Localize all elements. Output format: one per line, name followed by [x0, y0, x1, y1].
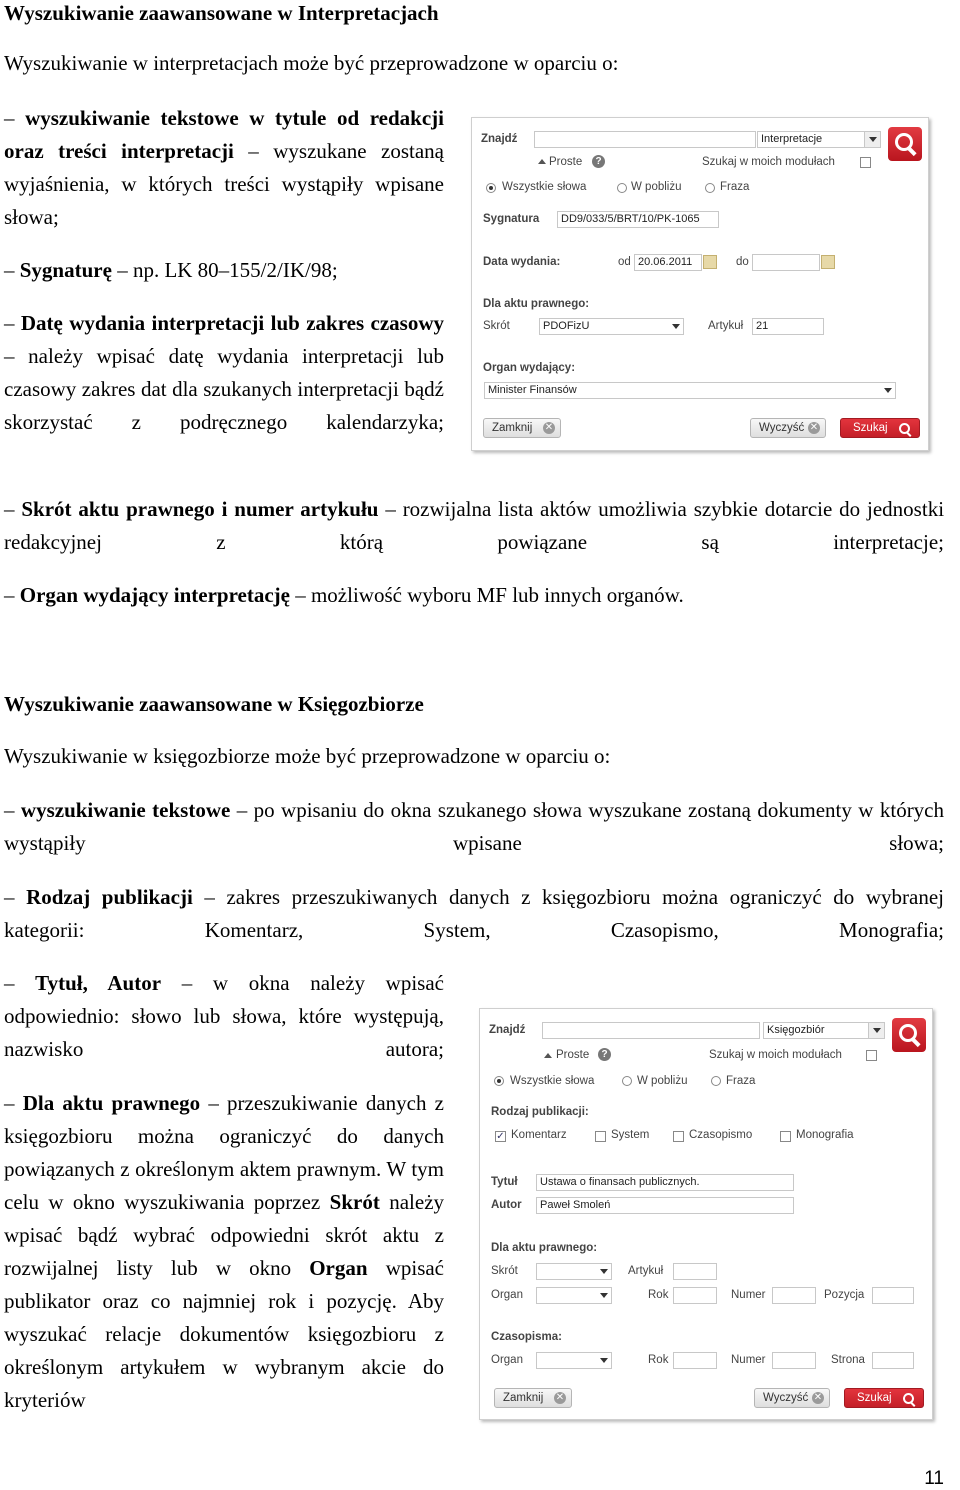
radio-phrase-label: Fraza: [720, 181, 750, 193]
checkbox-commentary[interactable]: ✓: [496, 1131, 505, 1142]
section2-title: Wyszukiwanie zaawansowane w Księgozbiorze: [4, 692, 424, 716]
journal-year-input[interactable]: [673, 1352, 717, 1369]
organ-select[interactable]: Minister Finansów: [484, 382, 896, 399]
section2-intro: Wyszukiwanie w księgozbiorze może być przeprowadzone w oparciu o:: [4, 744, 611, 768]
find-input[interactable]: [534, 131, 756, 148]
journal-organ-label: Organ: [491, 1354, 523, 1366]
radio-all-words[interactable]: [494, 1076, 504, 1086]
date-to-label: do: [736, 256, 749, 268]
help-icon[interactable]: ?: [598, 1048, 611, 1061]
checkbox-journal-label: Czasopismo: [689, 1129, 753, 1141]
radio-near[interactable]: [617, 183, 627, 193]
journal-number-label: Numer: [731, 1354, 766, 1366]
organ-heading: Organ wydający:: [483, 362, 576, 374]
scope-select[interactable]: Księgozbiór: [763, 1022, 885, 1039]
signature-label: Sygnatura: [483, 213, 540, 225]
journal-heading: Czasopisma:: [491, 1331, 562, 1343]
short-label: Skrót: [483, 320, 510, 332]
search-modules-label: Szukaj w moich modułach: [702, 156, 835, 168]
article-label: Artykuł: [628, 1265, 664, 1277]
search-modules-checkbox[interactable]: [866, 1050, 877, 1061]
author-label: Autor: [491, 1199, 522, 1211]
section2-item3: – Tytuł, Autor – w okna należy wpisać odpowiednio: słowo lub słowa, które występują, nazwisko autora;: [4, 971, 444, 1061]
search-button[interactable]: Szukaj: [844, 1388, 924, 1408]
find-input[interactable]: [542, 1022, 760, 1039]
radio-all-words[interactable]: [486, 183, 496, 193]
library-search-panel: [479, 1008, 933, 1420]
page-number: 11: [924, 1468, 944, 1489]
short-select[interactable]: [536, 1263, 612, 1280]
close-button[interactable]: Zamknij ✕: [483, 418, 561, 438]
radio-phrase-label: Fraza: [726, 1075, 756, 1087]
position-input[interactable]: [872, 1287, 914, 1304]
article-input[interactable]: 21: [752, 318, 824, 335]
collapse-up-icon[interactable]: [538, 159, 546, 164]
radio-phrase[interactable]: [711, 1076, 721, 1086]
search-modules-checkbox[interactable]: [860, 157, 871, 168]
interpretations-search-panel: [471, 117, 929, 451]
checkbox-commentary-label: Komentarz: [511, 1129, 567, 1141]
journal-page-input[interactable]: [872, 1352, 914, 1369]
radio-near-label: W pobliżu: [637, 1075, 688, 1087]
number-label: Numer: [731, 1289, 766, 1301]
collapse-up-icon[interactable]: [544, 1053, 552, 1058]
section2-item2: – Rodzaj publikacji – zakres przeszukiwanych danych z księgozbioru można ograniczyć do wybranej kategorii: Komentarz, System, Czasopismo, Monografia;: [4, 885, 945, 942]
act-heading: Dla aktu prawnego:: [491, 1242, 598, 1254]
checkbox-journal[interactable]: [673, 1131, 684, 1142]
section1-item2: – Sygnaturę – np. LK 80–155/2/IK/98;: [4, 258, 338, 282]
article-label: Artykuł: [708, 320, 744, 332]
find-label: Znajdź: [489, 1024, 526, 1036]
radio-near-label: W pobliżu: [631, 181, 682, 193]
year-input[interactable]: [673, 1287, 717, 1304]
title-label: Tytuł: [491, 1176, 518, 1188]
section1-item3: – Datę wydania interpretacji lub zakres czasowy – należy wpisać datę wydania interpretacji lub czasowy zakres dat dla szukanych interpretacji bądź skorzystać z podręcznego kalendarzyka;: [4, 311, 444, 434]
radio-all-words-label: Wszystkie słowa: [510, 1075, 595, 1087]
short-select[interactable]: PDOFizU: [539, 318, 684, 335]
help-icon[interactable]: ?: [592, 155, 605, 168]
calendar-to-icon[interactable]: [821, 255, 835, 269]
article-input[interactable]: [673, 1263, 717, 1280]
search-modules-label: Szukaj w moich modułach: [709, 1049, 842, 1061]
section1-intro: Wyszukiwanie w interpretacjach może być przeprowadzone w oparciu o:: [4, 51, 619, 75]
checkbox-monograph[interactable]: [780, 1131, 791, 1142]
date-label: Data wydania:: [483, 256, 561, 268]
author-input[interactable]: Paweł Smoleń: [536, 1197, 794, 1214]
date-to-input[interactable]: [752, 254, 820, 271]
checkbox-system-label: System: [611, 1129, 650, 1141]
clear-button[interactable]: Wyczyść ✕: [754, 1388, 830, 1408]
short-label: Skrót: [491, 1265, 518, 1277]
journal-number-input[interactable]: [772, 1352, 816, 1369]
radio-all-words-label: Wszystkie słowa: [502, 181, 587, 193]
date-from-input[interactable]: 20.06.2011: [634, 254, 702, 271]
section1-item1: – wyszukiwanie tekstowe w tytule od redakcji oraz treści interpretacji – wyszukane zostaną wyjaśnienia, w których treści wystąpiły wpisane słowa;: [4, 106, 444, 229]
close-button[interactable]: Zamknij ✕: [494, 1388, 572, 1408]
signature-input[interactable]: DD9/033/5/BRT/10/PK-1065: [557, 211, 719, 228]
date-from-label: od: [618, 256, 631, 268]
section1-title: Wyszukiwanie zaawansowane w Interpretacjach: [4, 1, 439, 25]
simple-link[interactable]: Proste: [549, 156, 583, 168]
journal-year-label: Rok: [648, 1354, 669, 1366]
scope-select[interactable]: Interpretacje: [757, 131, 881, 148]
calendar-from-icon[interactable]: [703, 255, 717, 269]
number-input[interactable]: [772, 1287, 816, 1304]
clear-button[interactable]: Wyczyść ✕: [750, 418, 826, 438]
act-heading: Dla aktu prawnego:: [483, 298, 590, 310]
position-label: Pozycja: [824, 1289, 865, 1301]
organ-select[interactable]: [536, 1287, 612, 1304]
search-icon[interactable]: [892, 1018, 926, 1052]
organ-label: Organ: [491, 1289, 523, 1301]
radio-near[interactable]: [622, 1076, 632, 1086]
checkbox-monograph-label: Monografia: [796, 1129, 854, 1141]
year-label: Rok: [648, 1289, 669, 1301]
section2-item4: – Dla aktu prawnego – przeszukiwanie danych z księgozbioru można ograniczyć do danych powiązanych z określonym aktem prawnym. W tym celu w okno wyszukiwania poprzez Skrót należy wpisać bądź wybrać odpowiedni skrót aktu z rozwijalnej listy lub w okno Organ wpisać publikator oraz co najmniej rok i pozycję. Aby wyszukać relacje dokumentów księgozbioru z określonym artykułem w wybranym akcie do kryteriów: [4, 1091, 445, 1412]
find-label: Znajdź: [481, 133, 518, 145]
simple-link[interactable]: Proste: [556, 1049, 590, 1061]
pubtype-heading: Rodzaj publikacji:: [491, 1106, 589, 1118]
section1-item4: – Skrót aktu prawnego i numer artykułu – rozwijalna lista aktów umożliwia szybkie dotarcie do jednostki redakcyjnej z którą powiązane są interpretacje;: [4, 497, 945, 554]
title-input[interactable]: Ustawa o finansach publicznych.: [536, 1174, 794, 1191]
section1-item5: – Organ wydający interpretację – możliwość wyboru MF lub innych organów.: [4, 583, 684, 607]
journal-organ-select[interactable]: [536, 1352, 612, 1369]
journal-page-label: Strona: [831, 1354, 865, 1366]
section2-item1: – wyszukiwanie tekstowe – po wpisaniu do okna szukanego słowa wyszukane zostaną dokumenty w których wystąpiły wpisane słowa;: [4, 798, 945, 855]
checkbox-system[interactable]: [595, 1131, 606, 1142]
search-button[interactable]: Szukaj: [840, 418, 920, 438]
radio-phrase[interactable]: [705, 183, 715, 193]
search-icon[interactable]: [888, 127, 922, 161]
